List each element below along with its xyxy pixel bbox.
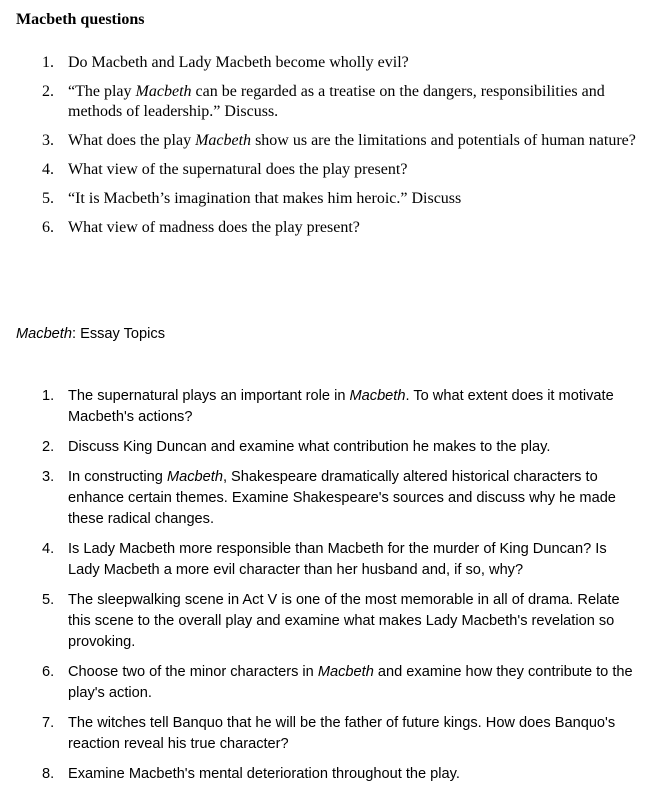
text-run: The sleepwalking scene in Act V is one of the most memorable in all of drama. Relate this scene to the overall play and examine what makes Lady Macbeth's revelation so provoking. — [68, 592, 620, 650]
essay-topic-item — [0, 539, 651, 581]
question-item — [0, 189, 651, 209]
essay-heading-italic: Macbeth — [16, 326, 72, 342]
text-run: . To what extent does it motivate Macbeth's actions? — [68, 388, 614, 425]
italic-title: Macbeth — [135, 83, 192, 100]
essay-topics-heading — [16, 324, 165, 344]
text-run: What view of the supernatural does the play present? — [68, 161, 408, 178]
text-run: and examine how they contribute to the play's action. — [68, 664, 633, 701]
list-number: 2. — [42, 439, 55, 455]
text-run: The witches tell Banquo that he will be the father of future kings. How does Banquo's reaction reveal his true character? — [68, 715, 616, 752]
list-text — [68, 764, 651, 785]
text-run: , Shakespeare dramatically altered historical characters to enhance certain themes. Examine Shakespeare's sources and discuss why he made these radical changes. — [68, 469, 616, 527]
list-text — [68, 53, 651, 73]
text-run: Choose two of the minor characters in — [68, 664, 318, 680]
text-run: Is Lady Macbeth more responsible than Macbeth for the murder of King Duncan? Is Lady Macbeth a more evil character than her husband and, if so, why? — [68, 541, 607, 578]
list-text — [68, 590, 651, 653]
list-number: 7. — [42, 715, 55, 731]
question-item — [0, 82, 651, 122]
page-title: Macbeth questions — [16, 11, 145, 28]
italic-title: Macbeth — [195, 132, 252, 149]
list-text — [68, 189, 651, 209]
list-text — [68, 437, 651, 458]
list-text — [68, 713, 651, 755]
list-number: 6. — [42, 664, 55, 680]
essay-topic-item — [0, 386, 651, 428]
list-text — [68, 82, 651, 122]
list-text — [68, 131, 651, 151]
essay-heading-rest: : Essay Topics — [71, 326, 165, 342]
text-run: can be regarded as a treatise on the dangers, responsibilities and methods of leadership.” Discuss. — [68, 83, 605, 120]
essay-topic-item — [0, 590, 651, 653]
essay-topic-item — [0, 662, 651, 704]
question-item — [0, 160, 651, 180]
text-run: Examine Macbeth's mental deterioration throughout the play. — [68, 766, 460, 782]
list-number: 1. — [42, 54, 54, 71]
text-run: Do Macbeth and Lady Macbeth become wholly evil? — [68, 54, 409, 71]
list-number: 6. — [42, 219, 54, 236]
text-run: The supernatural plays an important role in — [68, 388, 350, 404]
list-number: 3. — [42, 132, 54, 149]
text-run: “It is Macbeth’s imagination that makes him heroic.” Discuss — [68, 190, 462, 207]
text-run: What does the play — [68, 132, 196, 149]
list-text — [68, 539, 651, 581]
essay-topic-item — [0, 467, 651, 530]
text-run: Discuss King Duncan and examine what contribution he makes to the play. — [68, 439, 551, 455]
questions-list — [0, 53, 651, 247]
list-number: 2. — [42, 83, 54, 100]
list-number: 8. — [42, 766, 55, 782]
list-text — [68, 218, 651, 238]
essay-topic-item — [0, 713, 651, 755]
list-number: 5. — [42, 592, 55, 608]
question-item — [0, 131, 651, 151]
list-text — [68, 662, 651, 704]
list-number: 5. — [42, 190, 54, 207]
italic-title: Macbeth — [317, 664, 374, 680]
italic-title: Macbeth — [166, 469, 223, 485]
essay-topics-list — [0, 386, 651, 794]
list-number: 4. — [42, 161, 54, 178]
text-run: “The play — [68, 83, 136, 100]
text-run: In constructing — [68, 469, 167, 485]
list-text — [68, 160, 651, 180]
text-run: show us are the limitations and potentials of human nature? — [251, 132, 636, 149]
list-number: 1. — [42, 388, 55, 404]
italic-title: Macbeth — [349, 388, 406, 404]
essay-topic-item — [0, 437, 651, 458]
list-number: 3. — [42, 469, 55, 485]
essay-topic-item — [0, 764, 651, 785]
question-item — [0, 53, 651, 73]
question-item — [0, 218, 651, 238]
text-run: What view of madness does the play present? — [68, 219, 360, 236]
list-text — [68, 467, 651, 530]
list-number: 4. — [42, 541, 55, 557]
list-text — [68, 386, 651, 428]
